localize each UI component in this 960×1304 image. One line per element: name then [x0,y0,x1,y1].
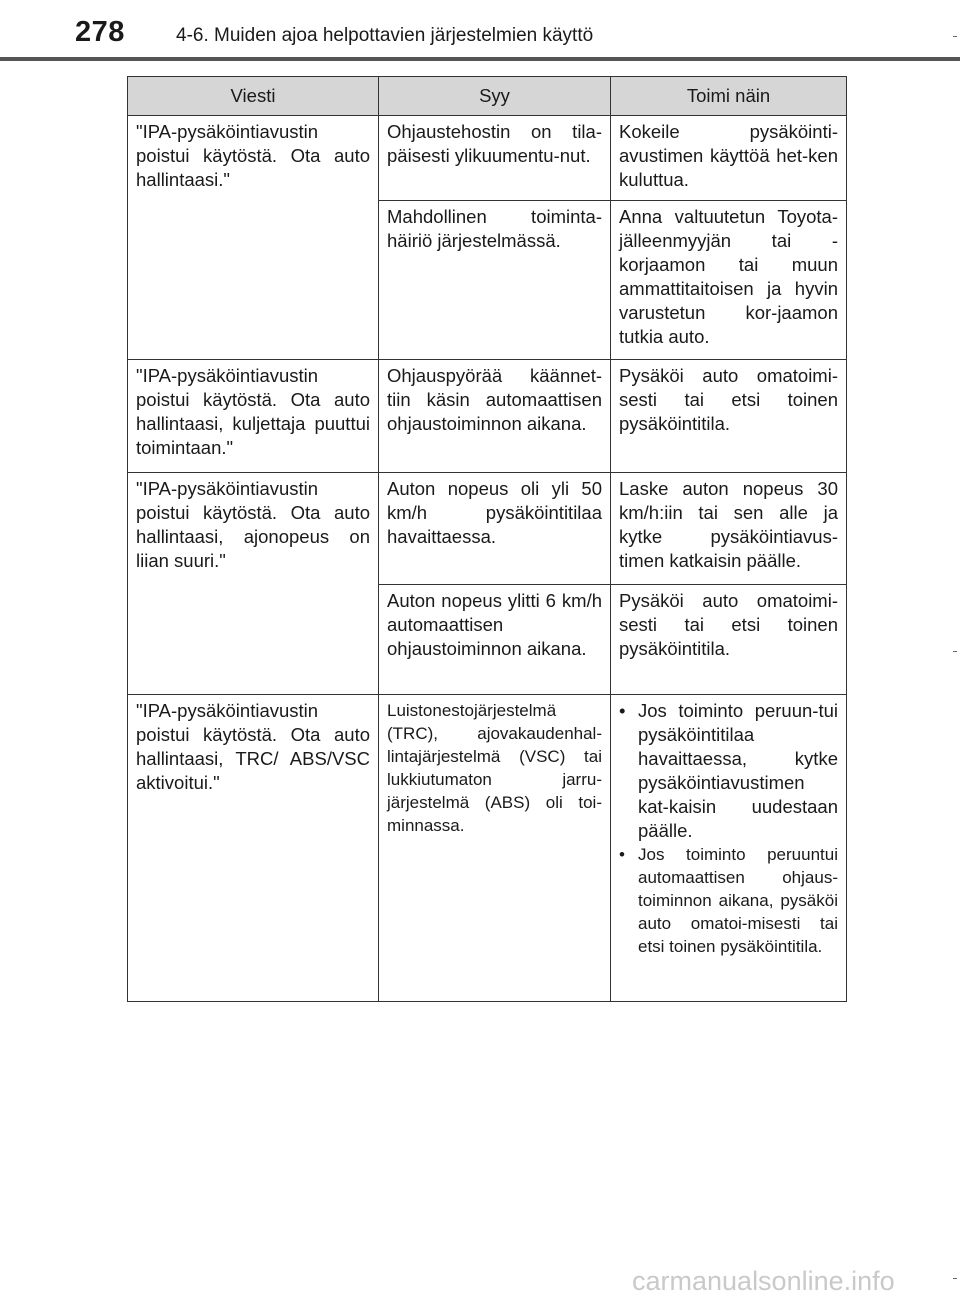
table-header-row [128,77,847,116]
message-cell [128,695,379,1002]
message-text: "IPA-pysäköintiavustin poistui käytöstä. Ota auto hallintaasi, TRC/ ABS/VSC aktivoitui." [136,700,370,793]
cause-text: Luistonestojärjestelmä (TRC), ajovakaudenhal-lintajärjestelmä (VSC) tai lukkiutumaton jarru-järjestelmä (ABS) oli toi-minnassa. [387,701,602,835]
cause-text: Auton nopeus ylitti 6 km/h automaattisen ohjaustoiminnon aikana. [387,590,602,659]
action-cell [611,116,847,201]
message-cell [128,360,379,473]
table-row [128,473,847,585]
cause-text: Ohjauspyörää käännet-tiin käsin automaattisen ohjaustoiminnon aikana. [387,365,602,434]
watermark: carmanualsonline.info [632,1266,895,1296]
cause-cell [379,585,611,695]
action-text: Anna valtuutetun Toyota-jälleenmyyjän tai -korjaamon tai muun ammattitaitoisen ja hyvin varustetun kor-jaamon tutkia auto. [619,206,838,347]
list-item [619,699,838,843]
message-text: "IPA-pysäköintiavustin poistui käytöstä. Ota auto hallintaasi, kuljettaja puuttui toimintaan." [136,365,370,458]
message-text: "IPA-pysäköintiavustin poistui käytöstä. Ota auto hallintaasi." [136,121,370,190]
cause-cell [379,116,611,201]
table-row [128,695,847,1002]
column-header-viesti: Viesti [128,77,379,116]
crop-mark [953,651,957,652]
action-cell [611,473,847,585]
cause-cell [379,695,611,1002]
cause-text: Auton nopeus oli yli 50 km/h pysäköintitilaa havaittaessa. [387,478,602,547]
message-cell [128,116,379,360]
crop-mark [953,1278,957,1279]
action-text: Pysäköi auto omatoimi-sesti tai etsi toinen pysäköintitila. [619,590,838,659]
header-rule [0,57,960,61]
cause-cell [379,201,611,360]
page-header [0,0,960,62]
action-cell [611,201,847,360]
crop-mark [953,36,957,37]
cause-cell [379,473,611,585]
message-table [127,76,847,1002]
action-cell [611,585,847,695]
action-text: Laske auton nopeus 30 km/h:iin tai sen alle ja kytke pysäköintiavus-timen katkaisin päälle. [619,478,838,571]
message-cell [128,473,379,695]
action-bullet-text: Jos toiminto peruun-tui pysäköintitilaa havaittaessa, kytke pysäköintiavustimen kat-kaisin uudestaan päälle. [638,700,838,841]
list-item [619,843,838,958]
bullet-icon: • [619,700,626,721]
action-text: Pysäköi auto omatoimi-sesti tai etsi toinen pysäköintitila. [619,365,838,434]
cause-text: Mahdollinen toiminta-häiriö järjestelmässä. [387,206,602,251]
action-cell [611,695,847,1002]
action-bullet-list [619,699,838,958]
message-text: "IPA-pysäköintiavustin poistui käytöstä. Ota auto hallintaasi, ajonopeus on liian suuri." [136,478,370,571]
column-header-syy: Syy [379,77,611,116]
section-title: 4-6. Muiden ajoa helpottavien järjestelmien käyttö [176,25,594,46]
cause-cell [379,360,611,473]
action-bullet-text: Jos toiminto peruuntui automaattisen ohjaus-toiminnon aikana, pysäköi auto omatoi-misesti tai etsi toinen pysäköintitila. [638,845,838,956]
table-row [128,360,847,473]
action-cell [611,360,847,473]
page-number: 278 [75,16,125,48]
table-row [128,116,847,201]
bullet-icon: • [619,845,625,864]
cause-text: Ohjaustehostin on tila-päisesti ylikuumentu-nut. [387,121,602,166]
column-header-toimi: Toimi näin [611,77,847,116]
action-text: Kokeile pysäköinti-avustimen käyttöä het-ken kuluttua. [619,121,838,190]
